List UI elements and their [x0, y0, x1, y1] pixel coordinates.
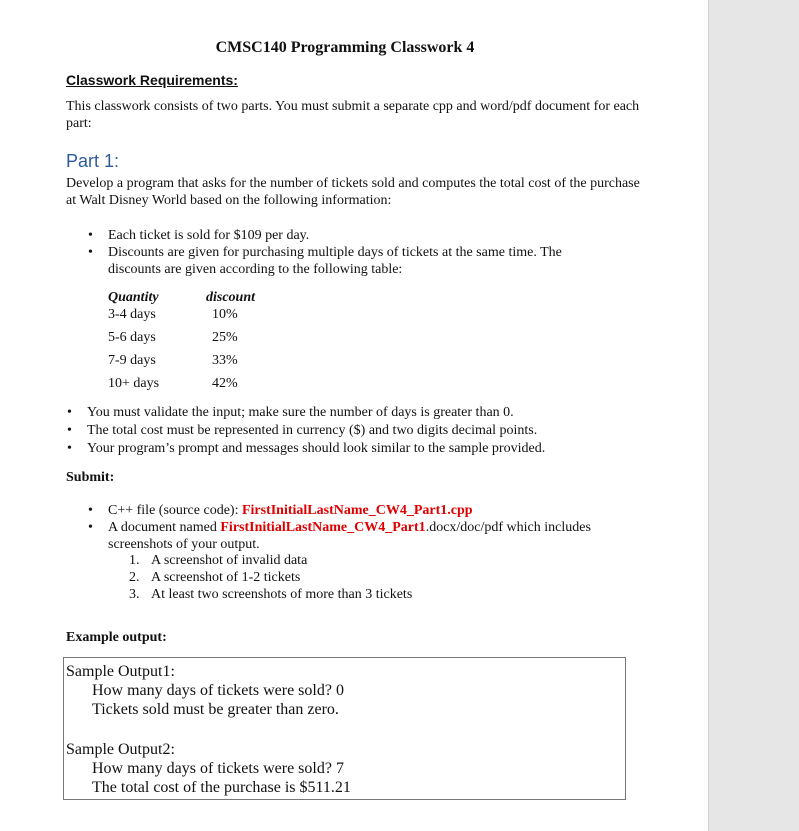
side-panel [708, 0, 799, 831]
sample-output-box [63, 657, 626, 800]
discount-cell: 10% [212, 307, 238, 322]
part-intro: Develop a program that asks for the number of tickets sold and computes the total cost of the purchase at Walt Disney World based on the following information: [66, 176, 640, 208]
table-row [108, 330, 255, 353]
submit-heading: Submit: [66, 470, 115, 485]
requirements-heading: Classwork Requirements: [66, 72, 238, 88]
header-quantity: Quantity [108, 290, 159, 305]
submit-item-suffix: .docx/doc/pdf which includes screenshots of your output. [108, 520, 591, 552]
sample-output-2-result: The total cost of the purchase is $511.21 [92, 779, 351, 796]
list-text: At least two screenshots of more than 3 tickets [151, 587, 413, 602]
table-row [108, 353, 255, 376]
submit-item-cpp [108, 502, 618, 519]
submit-item-document [108, 519, 618, 553]
discount-cell: 25% [212, 330, 238, 345]
bullet-item: • Each ticket is sold for $109 per day. [108, 227, 608, 244]
discount-table [108, 290, 255, 399]
list-number: 3. [129, 587, 140, 602]
discount-cell: 33% [212, 353, 238, 368]
submit-item-prefix: C++ file (source code): [108, 503, 242, 518]
quantity-cell: 3-4 days [108, 307, 156, 322]
table-row [108, 376, 255, 399]
sample-output-1-message: Tickets sold must be greater than zero. [92, 701, 339, 718]
submit-item-prefix: A document named [108, 520, 221, 535]
sample-output-1-prompt: How many days of tickets were sold? 0 [92, 682, 344, 699]
bullet-item: • You must validate the input; make sure the number of days is greater than 0. [87, 404, 647, 421]
table-header-row [108, 290, 255, 307]
outer-bullet-list [87, 404, 647, 457]
part-1-heading: Part 1: [66, 151, 120, 171]
list-number: 2. [129, 570, 140, 585]
requirements-text: This classwork consists of two parts. You must submit a separate cpp and word/pdf document for each part: [66, 99, 640, 131]
cpp-filename: FirstInitialLastName_CW4_Part1.cpp [241, 503, 473, 518]
bullet-item: • Your program’s prompt and messages should look similar to the sample provided. [87, 440, 647, 457]
document-filename: FirstInitialLastName_CW4_Part1 [220, 520, 426, 535]
list-item [129, 569, 412, 586]
discount-cell: 42% [212, 376, 238, 391]
screenshot-list [129, 552, 412, 603]
document-title: CMSC140 Programming Classwork 4 [215, 39, 475, 56]
quantity-cell: 5-6 days [108, 330, 156, 345]
header-discount: discount [206, 290, 256, 305]
quantity-cell: 7-9 days [108, 353, 156, 368]
bullet-item: • The total cost must be represented in currency ($) and two digits decimal points. [87, 422, 647, 439]
list-text: A screenshot of 1-2 tickets [151, 570, 301, 585]
list-item [129, 552, 412, 569]
quantity-cell: 10+ days [108, 376, 160, 391]
list-text: A screenshot of invalid data [151, 553, 308, 568]
bullet-item: • Discounts are given for purchasing multiple days of tickets at the same time. The discounts are given according to the following table: [108, 244, 608, 278]
table-row [108, 307, 255, 330]
inner-bullet-list [108, 227, 608, 278]
sample-output-1-label: Sample Output1: [66, 663, 175, 680]
sample-output-2-label: Sample Output2: [66, 741, 175, 758]
sample-output-2-prompt: How many days of tickets were sold? 7 [92, 760, 344, 777]
example-output-heading: Example output: [66, 630, 167, 645]
list-number: 1. [129, 553, 140, 568]
submit-list [108, 502, 618, 553]
list-item [129, 586, 412, 603]
